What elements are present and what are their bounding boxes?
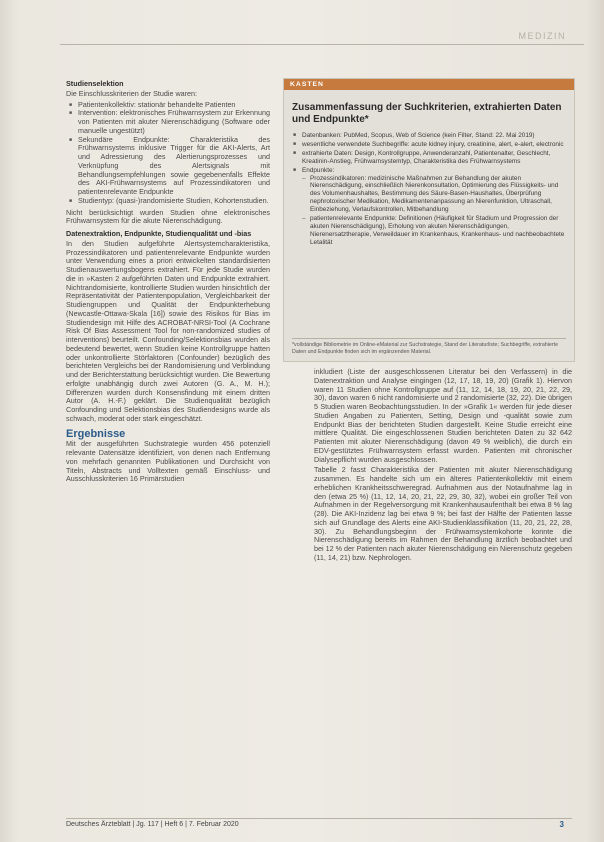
paragraph: inkludiert (Liste der ausgeschlossenen Literatur bei den Verfassern) in die Datenextraktion und Analyse eingingen (12, 17, 18, 19, 20) (Grafik 1). Hiervon waren 11 Studien ohne Kontrollgruppe auf (11, 12, 14, 18, 19, 20, 21, 22, 29, 30), davon waren 6 nicht randomisierte und 2 randomisierte (32, 22). Die übrigen 5 Studien waren Beobachtungsstudien. In der »Grafik 1« werden für jede dieser Studien Angaben zu Patienten, Setting, Design und -qualität sowie zum Endpunkt Bias der berichteten Studien dargestellt. Keine Studie erreicht eine mittlere Qualität. Die eingeschlossenen Studien berichteten Daten zu 32 642 Patienten mit akuter Nierenschädigung (davon 49 % weiblich), die durch ein EDV-gestütztes Frühwarnsystem erfasst wurden. Patienten mit chronischer Dialysepflicht wurden ausgeschlossen. xyxy=(314,367,572,464)
box-list xyxy=(302,132,566,247)
left-column xyxy=(66,76,270,486)
box-title: Zusammenfassung der Suchkriterien, extrahierten Daten und Endpunkte* xyxy=(292,102,562,125)
box-footnote: *vollständige Bibliometrie im Online-eMaterial zur Suchstrategie, Stand der Literaturliste; Suchbegriffe, extrahierte Daten und Endpunkte finden sich im ergänzenden Material. xyxy=(292,338,566,355)
list-item: ■ Studientyp: (quasi-)randomisierte Studien, Kohortenstudien. xyxy=(78,197,270,206)
page-number: 3 xyxy=(559,820,564,829)
right-column xyxy=(314,368,572,565)
footer-rule xyxy=(66,818,572,819)
section-heading-results: Ergebnisse xyxy=(66,427,126,440)
header-rule xyxy=(60,44,584,45)
paragraph: Tabelle 2 fasst Charakteristika der Patienten mit akuter Nierenschädigung zusammen. Es handelte sich um ein älteres Patientenkollektiv mit einem erheblichen Krankheitsschweregrad. Aufnahmen aus der Notaufnahme lag in den (etwa 25 %) (11, 12, 14, 20, 21, 22, 29, 30, 32), wobei ein großer Teil von Aufnahmen in der Regelversorgung mit Krankenhausaufenthalt bei etwa 8 % lag (28). Die AKI-Inzidenz lag bei etwa 9 %; bei fast der Hälfte der Patienten lasse sich auf Grundlage des Alerts eine AKI-Studienklassifikation (11, 20, 21, 22, 28, 30). Zu Behandlungsbeginn der Frühwarnsystemkohorte konnte die Nierenschädigung bereits im Rahmen der Behandlung ärztlich beobachtet und bei 12 % der Patienten nach akuter Nierenschädigung ein Nierenschutz gegeben (11, 14, 21) bzw. Nephrologen. xyxy=(314,465,572,562)
box-sub-item: – Prozessindikatoren: medizinische Maßnahmen zur Behandlung der akuten Nierenschädigung, einschließlich Nierenkonsultation, Optimierung des Flüssigkeits- und des Volumenhaushaltes, Bestimmung des Säure-Basen-Haushaltes, Überprüfung nephrotoxischer Medikation, Medikamentenanpassung an Nierenfunktion, Ultraschall, Einbeziehung, Verlaufskontrollen, Mitbehandlung xyxy=(310,175,566,215)
paragraph: Die Einschlusskriterien der Studie waren: xyxy=(66,88,198,98)
box-list-item: ■ wesentliche verwendete Suchbegriffe: acute kidney injury, creatinine, alert, e-alert, electronic xyxy=(302,141,566,149)
info-box xyxy=(283,78,575,362)
paragraph: Mit der ausgeführten Suchstrategie wurden 456 potenziell relevante Datensätze identifiziert, von denen nach Entfernung von mehrfach genannten Publikationen und Durchsicht von Titeln, Abstracts und Volltexten gemäß Einschluss- und Ausschlusskriterien 16 Primärstudien xyxy=(66,439,270,484)
section-header-title: MEDIZIN xyxy=(518,31,566,41)
box-list-item-label: Endpunkte: xyxy=(302,166,335,174)
list-item: ■ Sekundäre Endpunkte: Charakteristika des Frühwarnsystems inklusive Trigger für die AKI-Alerts, Art und Adressierung des Alertierungsprozesses und Verknüpfung des Alertsignals mit Behandlungsempfehlungen sowie gegebenenfalls Effekte des AKI-Frühwarnsystems auf Prozessindikatoren und patientenrelevante Endpunkte xyxy=(78,136,270,197)
section-heading-data-extraction: Datenextraktion, Endpunkte, Studienqualität und -bias xyxy=(66,229,252,238)
box-list-item xyxy=(302,167,566,247)
box-list-item: ■ extrahierte Daten: Design, Kontrollgruppe, Anwenderanzahl, Patientenalter, Geschlecht, Kreatinin-Anstieg, Frühwarnsystemtyp, Charakteristika des Frühwarnsystems xyxy=(302,150,566,166)
list-item: ■ Intervention: elektronisches Frühwarnsystem zur Erkennung von Patienten mit akuter Nierenschädigung (Software oder manuelle ungestützt) xyxy=(78,109,270,135)
paragraph: In den Studien aufgeführte Alertsystemcharakteristika, Prozessindikatoren und patientenrelevante Endpunkte wurden unter Verwendung eines a priori entwickelten standardisierten Studienauswertungsbogens extrahiert. Für jede Studie wurden die in »Kasten 2 aufgeführten Daten und Endpunkte extrahiert. Nichtrandomisierte, kontrollierte Studien wurden hinsichtlich der Repräsentativität der Patientenpopulation, Vergleichbarkeit der Studiengruppen und Qualität der Endpunkterhebung (Newcastle-Ottawa-Skala [16]) sowie des Risikos für Bias im Studiendesign mit Hilfe des ACROBAT-NRSI-Tool (A Cochrane Risk Of Bias Assessment Tool for non-randomized studies of interventions) beurteilt. Confounding/Selektionsbias wurden als bedeutend bewertet, wenn Studien keine Kontrollgruppe hatten oder unkontrollierte Störfaktoren (Confounder) bezüglich des berichteten Vergleichs bei der Randomisierung und Verblindung und der Berichterstattung berücksichtigt wurden. Die Bewertung erfolgte unabhängig durch zwei Autoren (G. A., M. H.); Differenzen wurden durch Konsensfindung mit einem dritten Autor (A. H.-F.) geklärt. Die Studienqualität bezüglich Confounding und Selektionsbias des Studiendesigns wurde als schwach, moderat oder stark eingeschätzt. xyxy=(66,238,270,423)
section-heading-study-selection: Studienselektion xyxy=(66,79,124,88)
box-list-item: ■ Datenbanken: PubMed, Scopus, Web of Science (kein Filter, Stand: 22. Mai 2019) xyxy=(302,132,566,140)
criteria-list xyxy=(66,101,270,206)
box-label: KASTEN xyxy=(284,79,574,90)
list-item: ■ Patientenkollektiv: stationär behandelte Patienten xyxy=(78,101,270,110)
box-sub-list xyxy=(310,175,566,247)
paragraph: Nicht berücksichtigt wurden Studien ohne elektronisches Frühwarnsystem für die akute Nierenschädigung. xyxy=(66,207,270,226)
box-sub-item: – patientenrelevante Endpunkte: Definitionen (Häufigkeit für Stadium und Progression der akuten Nierenschädigung), Erholung von akuten Nierenschädigungen, Nierenersatztherapie, Verweildauer im Krankenhaus, Krankenhaus- und nachbeobachtete Letalität xyxy=(310,215,566,247)
journal-citation: Deutsches Ärzteblatt | Jg. 117 | Heft 6 | 7. Februar 2020 xyxy=(66,821,239,828)
